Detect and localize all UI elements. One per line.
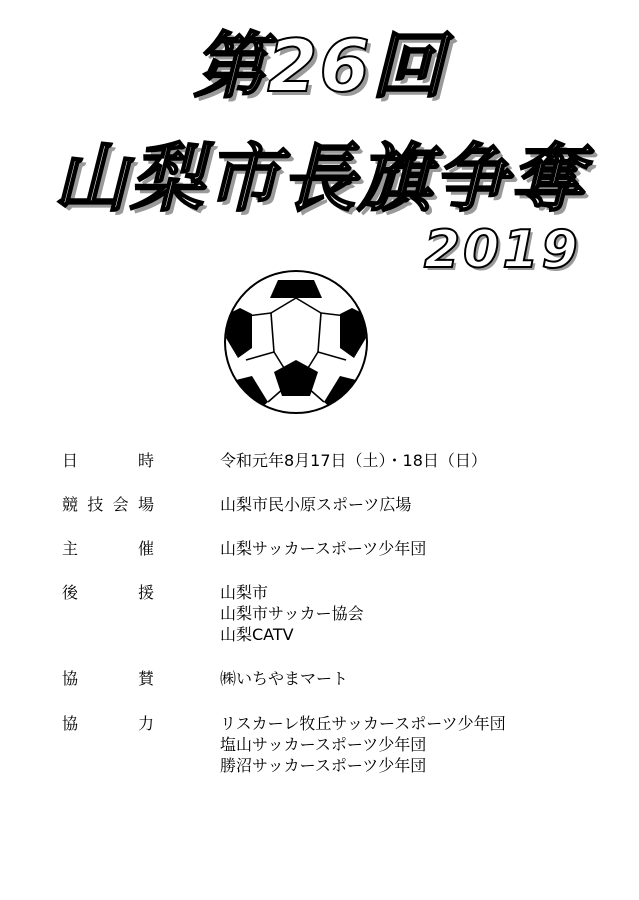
detail-label — [62, 494, 154, 515]
detail-value-line: ㈱いちやまマート — [220, 669, 349, 688]
detail-value — [220, 713, 506, 776]
detail-value — [220, 582, 364, 645]
detail-label — [62, 582, 154, 603]
detail-label-char: 力 — [137, 714, 154, 733]
detail-value — [220, 494, 411, 515]
detail-label-char: 日 — [62, 451, 79, 470]
title-year: 2019 — [424, 220, 581, 280]
detail-label — [62, 450, 154, 471]
detail-label-char: 賛 — [137, 669, 154, 688]
detail-value-line: 勝沼サッカースポーツ少年団 — [220, 756, 427, 775]
detail-label-char: 主 — [62, 539, 79, 558]
detail-value-line: 令和元年8月17日（土）・18日（日） — [220, 451, 487, 470]
detail-value-line: 山梨市民小原スポーツ広場 — [220, 495, 412, 514]
detail-value — [220, 668, 348, 689]
detail-label-char: 場 — [137, 495, 154, 514]
detail-label-char: 援 — [137, 583, 154, 602]
detail-label-char: 会 — [112, 495, 129, 514]
title-tournament-name: 山梨市長旗争奪 — [53, 136, 586, 222]
detail-label-char: 協 — [62, 714, 79, 733]
detail-label-char: 後 — [62, 583, 79, 602]
detail-value-line: 山梨CATV — [220, 625, 294, 644]
detail-label — [62, 713, 154, 734]
detail-value-line: 山梨サッカースポーツ少年団 — [220, 539, 427, 558]
detail-value-line: 山梨市サッカー協会 — [220, 604, 364, 623]
detail-label — [62, 538, 154, 559]
detail-label-char: 協 — [62, 669, 79, 688]
detail-value — [220, 450, 487, 471]
detail-label-char: 時 — [137, 451, 154, 470]
detail-value — [220, 538, 426, 559]
detail-value-line: 山梨市 — [220, 583, 269, 602]
detail-label-char: 技 — [87, 495, 104, 514]
detail-label-char: 競 — [62, 495, 79, 514]
detail-value-line: リスカーレ牧丘サッカースポーツ少年団 — [220, 714, 506, 733]
soccer-ball-icon — [222, 268, 370, 416]
detail-value-line: 塩山サッカースポーツ少年団 — [220, 735, 427, 754]
detail-label — [62, 668, 154, 689]
detail-label-char: 催 — [137, 539, 154, 558]
title-edition: 第26回 — [193, 24, 446, 108]
